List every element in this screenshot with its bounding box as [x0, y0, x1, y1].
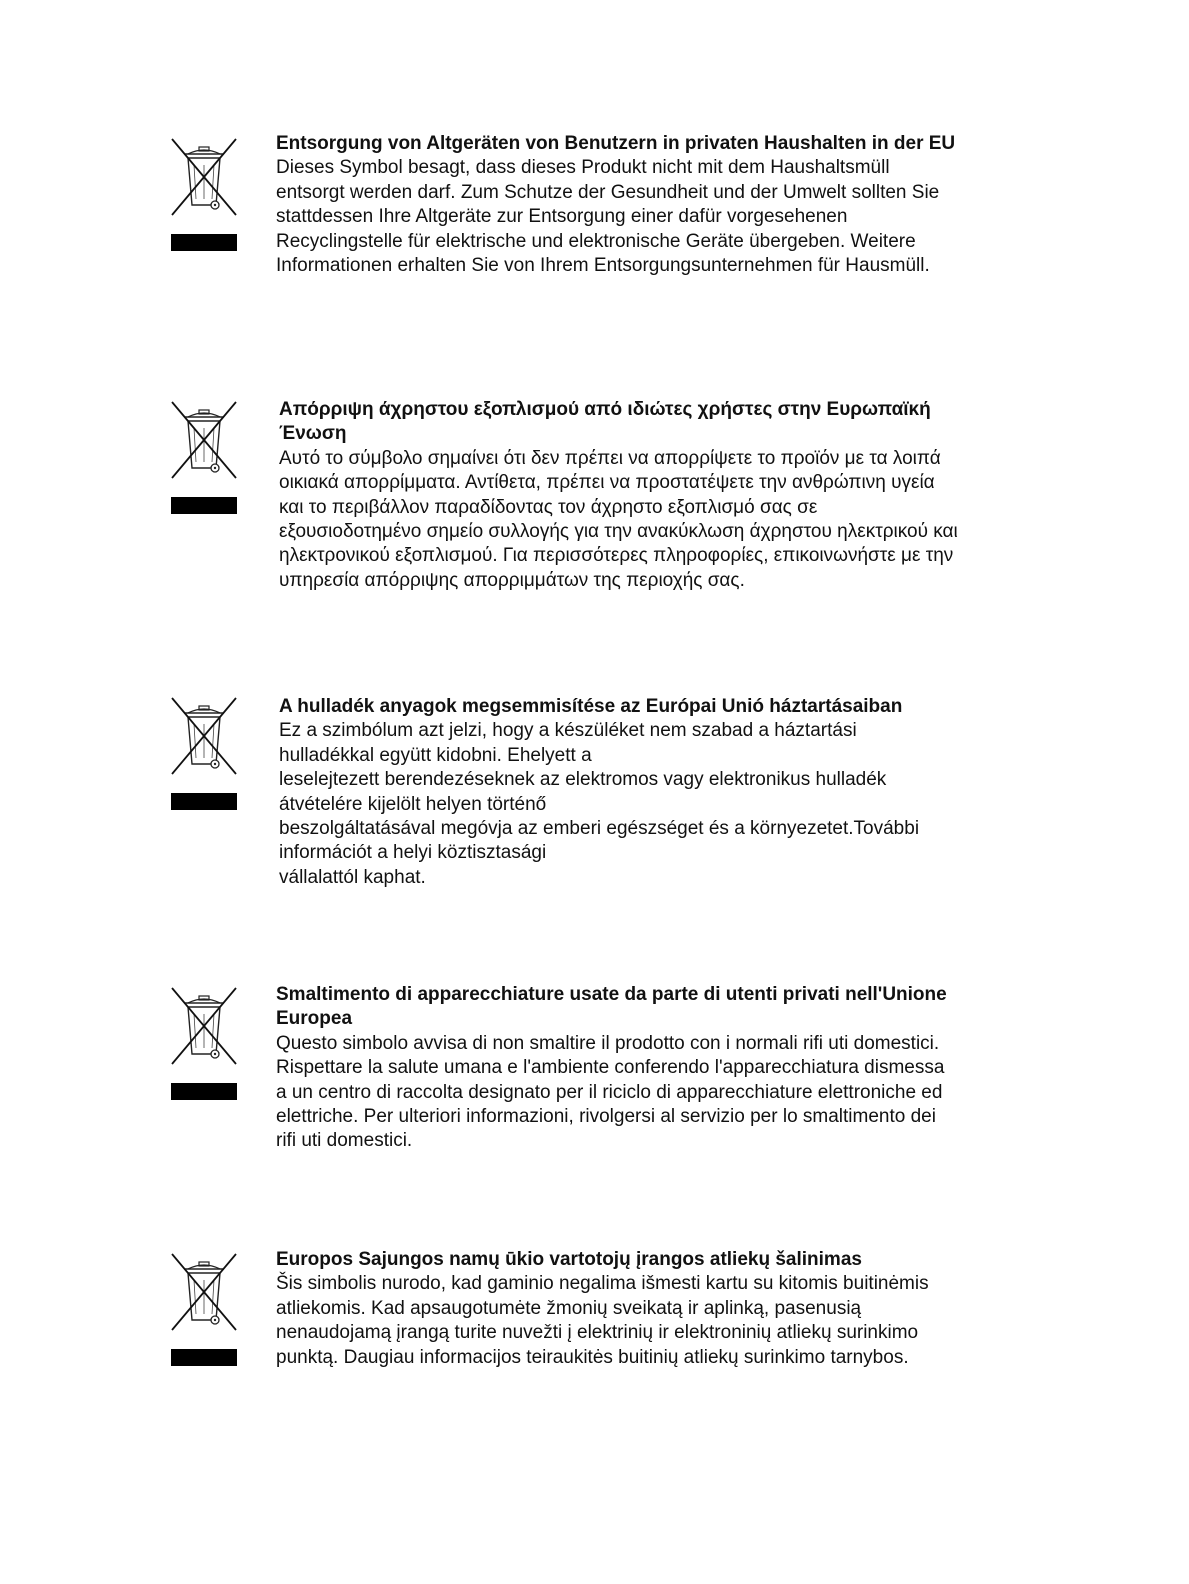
section-text: [276, 983, 956, 1154]
section-heading: Smaltimento di apparecchiature usate da parte di utenti privati nell'Unione Europea: [276, 984, 947, 1030]
section-body: Šis simbolis nurodo, kad gaminio negalima išmesti kartu su kitomis buitinėmis atliekomis. Kad apsaugotumėte žmonių sveikatą ir aplinką, pasenusią nenaudojamą įrangą turite nuvežti į elektrinių ir elektroninių atliekų surinkimo punktą. Daugiau informacijos teiraukitės buitinių atliekų surinkimo tarnybos.: [276, 1273, 929, 1368]
section-text: [279, 695, 959, 890]
body-line: vállalattól kaphat.: [279, 866, 426, 888]
section-body: Dieses Symbol besagt, dass dieses Produkt nicht mit dem Haushaltsmüll entsorgt werden darf. Zum Schutze der Gesundheit und der Umwelt sollten Sie stattdessen Ihre Altgeräte zur Entsorgung einer dafür vorgesehenen Recyclingstelle für elektrische und elektronische Geräte übergeben. Weitere Informationen erhalten Sie von Ihrem Entsorgungsunternehmen für Hausmüll.: [276, 157, 940, 277]
section-body: Αυτό το σύμβολο σημαίνει ότι δεν πρέπει να απορρίψετε το προϊόν με τα λοιπά οικιακά απορρίμματα. Αντίθετα, πρέπει να προστατέψετε την ανθρώπινη υγεία και το περιβάλλον παραδίδοντας τον άχρηστο εξοπλισμό σας σε εξουσιοδοτημένο σημείο συλλογής για την ανακύκλωση άχρηστου ηλεκτρικού και ηλεκτρονικού εξοπλισμού. Για περισσότερες πληροφορίες, επικοινωνήστε με την υπηρεσία απόρριψης απορριμμάτων της περιοχής σας.: [279, 447, 958, 591]
section-body: [279, 719, 959, 890]
body-line: átvételére kijelölt helyen történő: [279, 793, 547, 815]
section-text: [276, 1248, 956, 1370]
weee-bin-icon: [168, 694, 240, 814]
section-text: [279, 398, 959, 593]
weee-bin-icon: [168, 1250, 240, 1370]
section-heading: Europos Sajungos namų ūkio vartotojų įrangos atliekų šalinimas: [276, 1249, 862, 1270]
body-line: hulladékkal együtt kidobni. Ehelyett a: [279, 744, 592, 766]
weee-bin-icon: [168, 398, 240, 518]
section-heading: Entsorgung von Altgeräten von Benutzern in privaten Haushalten in der EU: [276, 133, 956, 154]
section-text: [276, 132, 956, 278]
section-heading: Απόρριψη άχρηστου εξοπλισμού από ιδιώτες χρήστες στην Ευρωπαϊκή Ένωση: [279, 399, 931, 445]
weee-bin-icon: [168, 984, 240, 1104]
body-line: Ez a szimbólum azt jelzi, hogy a készüléket nem szabad a háztartási: [279, 720, 857, 742]
section-body: Questo simbolo avvisa di non smaltire il prodotto con i normali rifi uti domestici. Rispettare la salute umana e l'ambiente conferendo l'apparecchiatura dismessa a un centro di raccolta designato per il riciclo di apparecchiature elettroniche ed elettriche. Per ulteriori informazioni, rivolgersi al servizio per lo smaltimento dei rifi uti domestici.: [276, 1032, 945, 1152]
weee-bin-icon: [168, 135, 240, 255]
body-line: leselejtezett berendezéseknek az elektromos vagy elektronikus hulladék: [279, 769, 887, 791]
body-line: beszolgáltatásával megóvja az emberi egészséget és a környezetet.További: [279, 818, 920, 840]
body-line: információt a helyi köztisztasági: [279, 842, 547, 864]
section-heading: A hulladék anyagok megsemmisítése az Európai Unió háztartásaiban: [279, 696, 903, 717]
